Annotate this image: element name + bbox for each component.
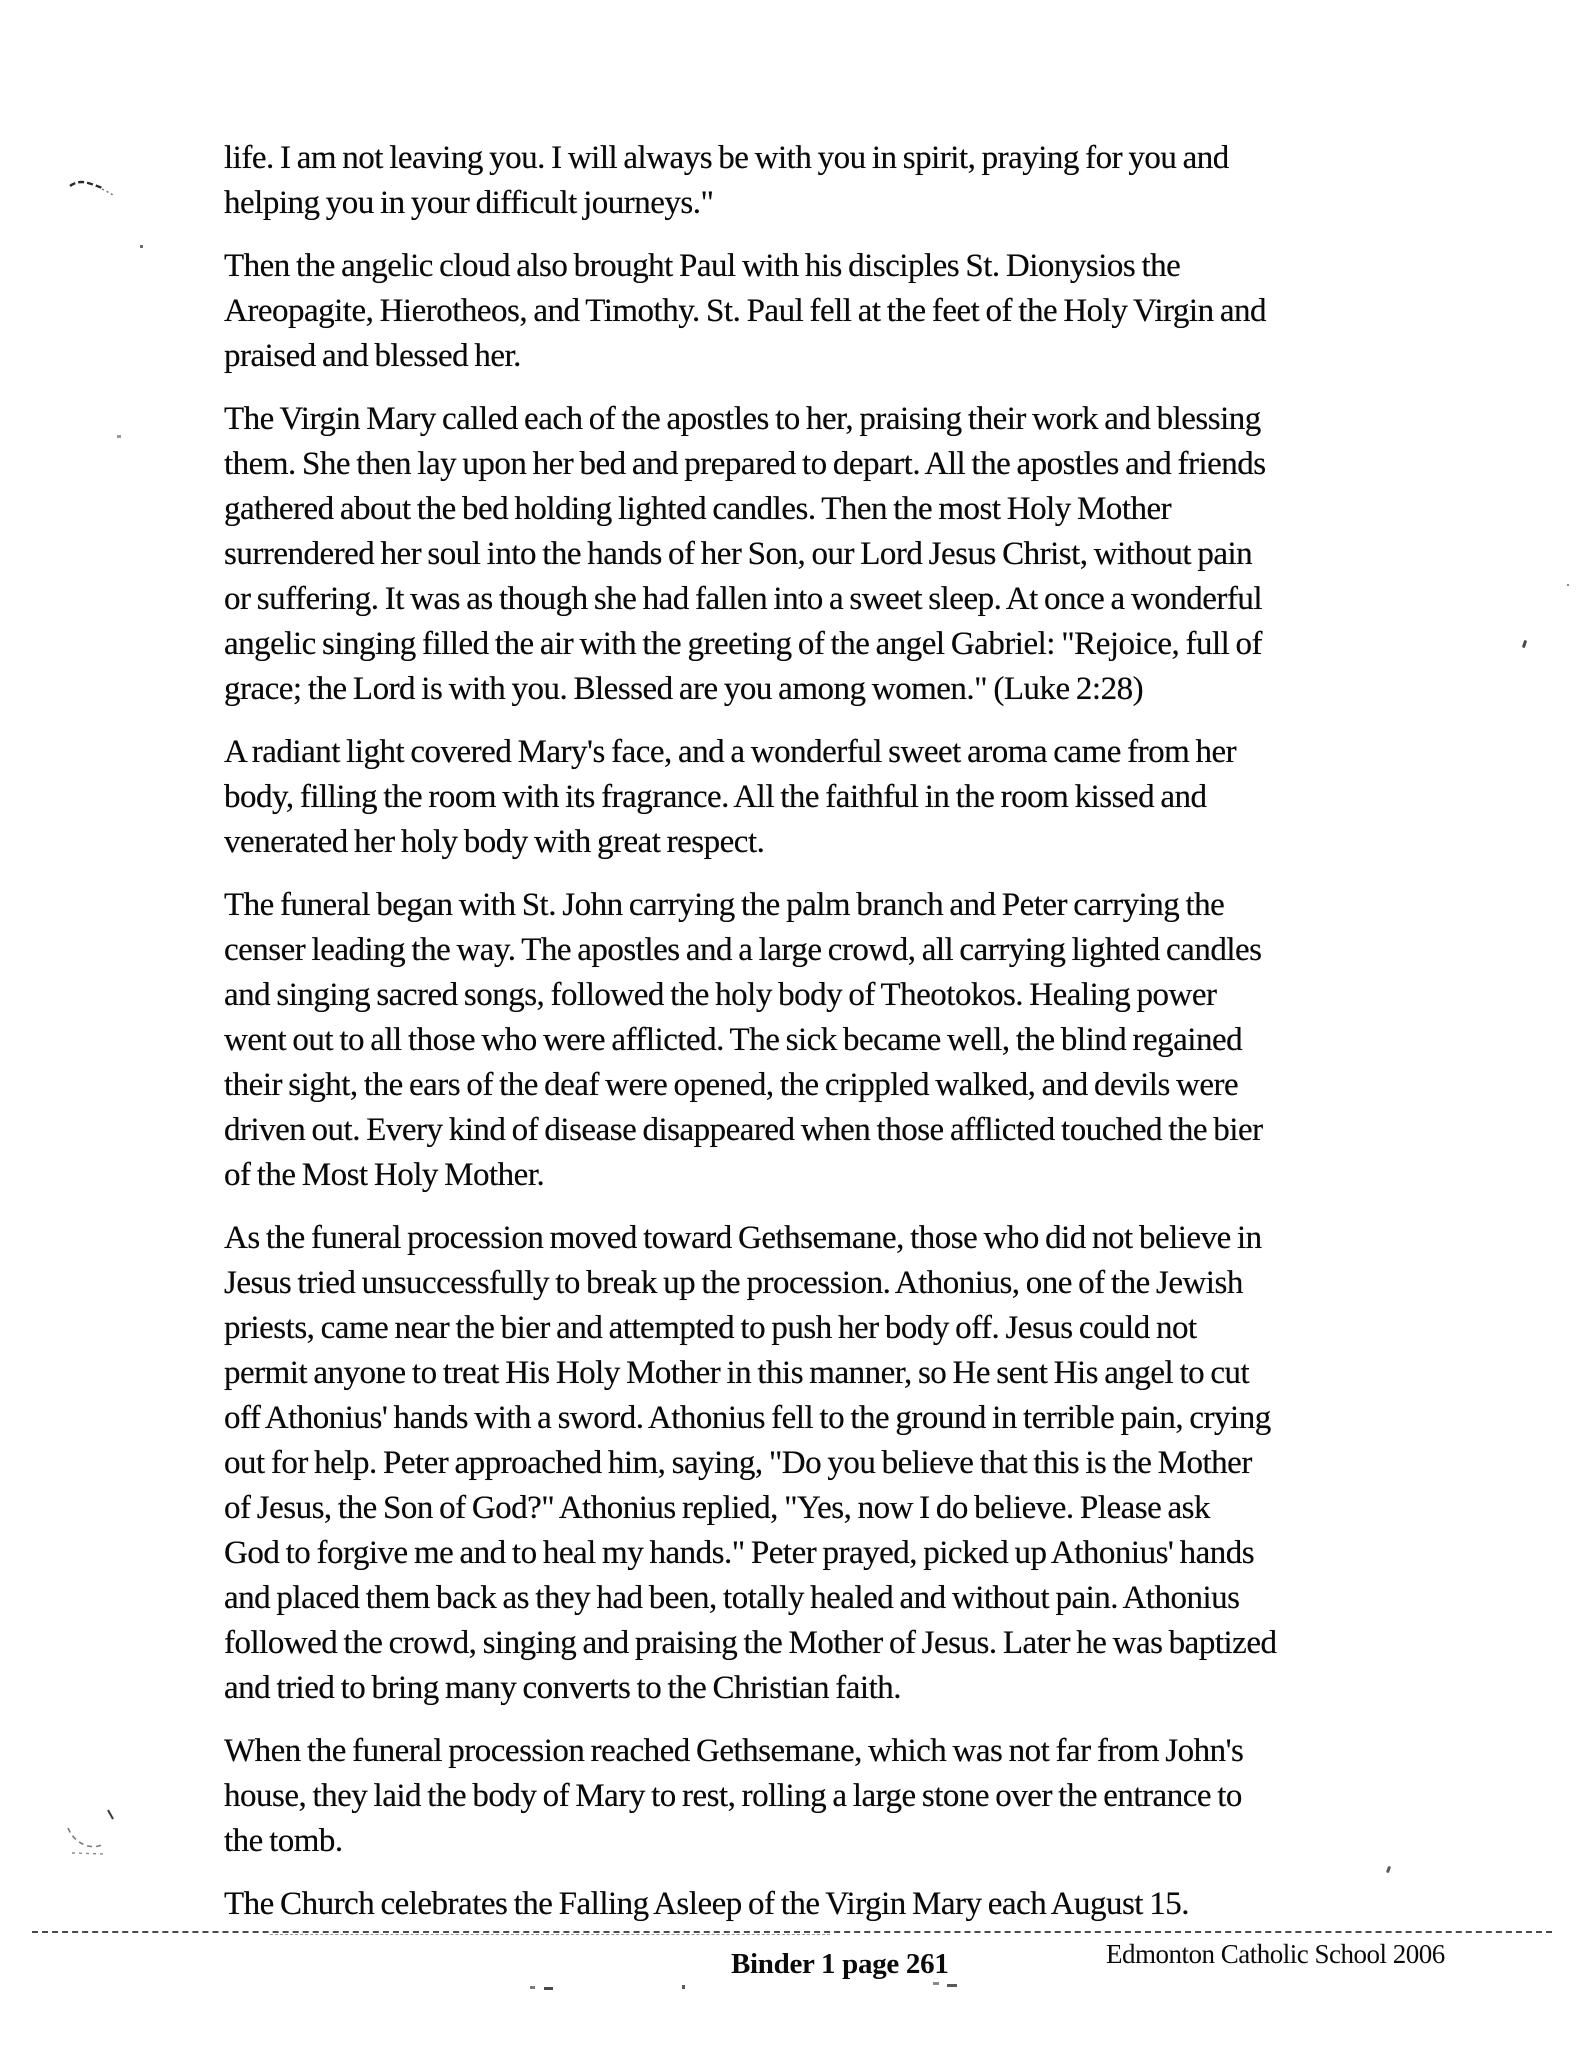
text-line: of the Most Holy Mother. (224, 1157, 545, 1193)
text-line: The Virgin Mary called each of the apostles to her, praising their work and blessing (224, 401, 1261, 437)
text-line: surrendered her soul into the hands of her Son, our Lord Jesus Christ, without pain (224, 536, 1253, 572)
paragraph (224, 1729, 1434, 1864)
document-text-block (224, 136, 1434, 1945)
text-line: or suffering. It was as though she had fallen into a sweet sleep. At once a wonderful (224, 581, 1263, 617)
text-line: The Church celebrates the Falling Asleep of the Virgin Mary each August 15. (224, 1886, 1189, 1922)
scan-speck (530, 1986, 535, 1989)
text-line: house, they laid the body of Mary to rest, rolling a large stone over the entrance to (224, 1778, 1242, 1814)
scan-speck (933, 1982, 939, 1985)
text-line: As the funeral procession moved toward Gethsemane, those who did not believe in (224, 1220, 1262, 1256)
footer-separator-dashed-line (32, 1931, 1552, 1933)
text-line: and placed them back as they had been, totally healed and without pain. Athonius (224, 1580, 1240, 1616)
text-line: life. I am not leaving you. I will always be with you in spirit, praying for you and (224, 140, 1229, 176)
text-line: permit anyone to treat His Holy Mother in this manner, so He sent His angel to cut (224, 1355, 1250, 1391)
paragraph (224, 1882, 1434, 1927)
text-line: A radiant light covered Mary's face, and a wonderful sweet aroma came from her (224, 734, 1237, 770)
text-line: gathered about the bed holding lighted candles. Then the most Holy Mother (224, 491, 1172, 527)
scan-speck (682, 1985, 685, 1989)
text-line: angelic singing filled the air with the greeting of the angel Gabriel: "Rejoice, full of (224, 626, 1263, 662)
scan-speck (1567, 584, 1569, 586)
footer-page-label: Binder 1 page 261 (731, 1948, 949, 1980)
paragraph (224, 730, 1434, 865)
text-line: grace; the Lord is with you. Blessed are you among women." (Luke 2:28) (224, 671, 1144, 707)
text-line: censer leading the way. The apostles and a large crowd, all carrying lighted candles (224, 932, 1262, 968)
text-line: Jesus tried unsuccessfully to break up the procession. Athonius, one of the Jewish (224, 1265, 1243, 1301)
paragraph (224, 1216, 1434, 1711)
text-line: driven out. Every kind of disease disappeared when those afflicted touched the bier (224, 1112, 1263, 1148)
text-line: When the funeral procession reached Gethsemane, which was not far from John's (224, 1733, 1244, 1769)
scan-speck (117, 435, 121, 438)
text-line: and tried to bring many converts to the Christian faith. (224, 1670, 902, 1706)
text-line: of Jesus, the Son of God?" Athonius replied, "Yes, now I do believe. Please ask (224, 1490, 1210, 1526)
text-line: off Athonius' hands with a sword. Athonius fell to the ground in terrible pain, crying (224, 1400, 1271, 1436)
scan-speck-apostrophe (1522, 640, 1527, 649)
text-line: followed the crowd, singing and praising the Mother of Jesus. Later he was baptized (224, 1625, 1277, 1661)
text-line: and singing sacred songs, followed the holy body of Theotokos. Healing power (224, 977, 1217, 1013)
scan-speck (544, 1987, 553, 1990)
footer-separator-dashed-line-overlay (270, 1934, 830, 1935)
paragraph (224, 397, 1434, 712)
text-line: praised and blessed her. (224, 338, 521, 374)
text-line: out for help. Peter approached him, saying, "Do you believe that this is the Mother (224, 1445, 1252, 1481)
scan-artifact-bottom-left-arc (58, 1806, 122, 1860)
text-line: them. She then lay upon her bed and prepared to depart. All the apostles and friends (224, 446, 1266, 482)
text-line: helping you in your difficult journeys." (224, 185, 714, 221)
footer-source-label: Edmonton Catholic School 2006 (1106, 1939, 1445, 1969)
scan-artifact-top-left-squiggle (68, 178, 118, 198)
text-line: Areopagite, Hierotheos, and Timothy. St. Paul fell at the feet of the Holy Virgin and (224, 293, 1266, 329)
paragraph (224, 883, 1434, 1198)
scan-speck (947, 1984, 957, 1987)
text-line: The funeral began with St. John carrying the palm branch and Peter carrying the (224, 887, 1225, 923)
text-line: their sight, the ears of the deaf were opened, the crippled walked, and devils were (224, 1067, 1239, 1103)
paragraph (224, 244, 1434, 379)
text-line: God to forgive me and to heal my hands." Peter prayed, picked up Athonius' hands (224, 1535, 1255, 1571)
text-line: the tomb. (224, 1823, 343, 1859)
text-line: venerated her holy body with great respect. (224, 824, 765, 860)
text-line: went out to all those who were afflicted. The sick became well, the blind regained (224, 1022, 1243, 1058)
text-line: priests, came near the bier and attempted to push her body off. Jesus could not (224, 1310, 1197, 1346)
text-line: Then the angelic cloud also brought Paul with his disciples St. Dionysios the (224, 248, 1181, 284)
scan-speck (140, 245, 143, 248)
text-line: body, filling the room with its fragrance. All the faithful in the room kissed and (224, 779, 1207, 815)
paragraph (224, 136, 1434, 226)
